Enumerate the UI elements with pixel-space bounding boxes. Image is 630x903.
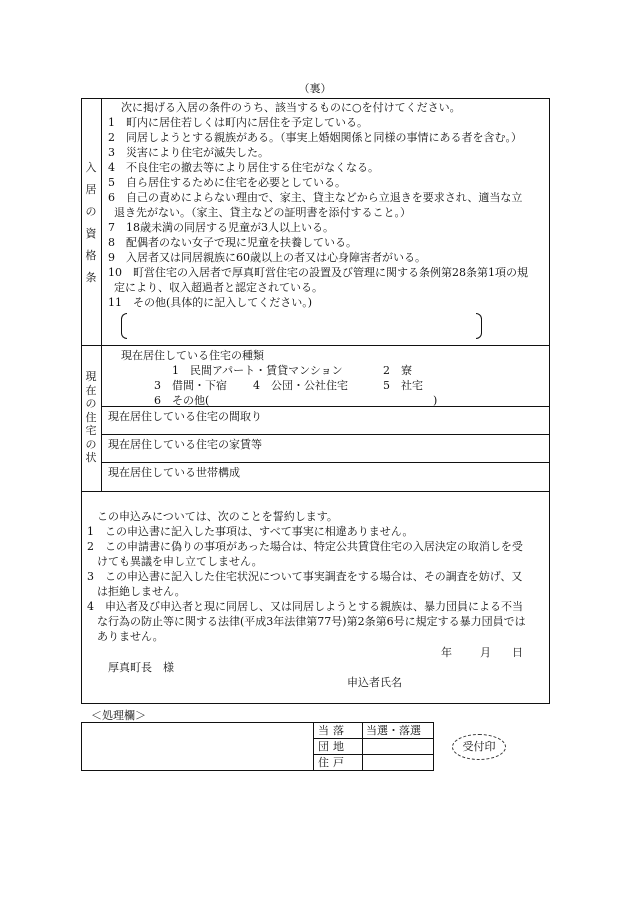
condition-5[interactable]: 5 自ら居住するために住宅を必要としている。 (108, 176, 346, 189)
other-right-bracket (476, 313, 482, 339)
condition-9[interactable]: 9 入居者又は同居親族に60歳以上の者又は心身障害者がいる。 (108, 251, 426, 264)
housing-type-5[interactable]: 5 社宅 (383, 379, 423, 392)
pledge-line: けても異議を申し立てしません。 (97, 555, 263, 568)
processing-row-label-result: 当落 (318, 724, 348, 737)
reception-stamp: 受付印 (452, 734, 506, 760)
condition-7[interactable]: 7 18歳未満の同居する児童が3人以上いる。 (108, 221, 334, 234)
condition-6-continued: 退き先がない。（家主、貸主などの証明書を添付すること。） (114, 206, 411, 219)
pledge-line: 3 この申込書に記入した住宅状況について事実調査をする場合は、その調査を妨げ、又 (87, 570, 523, 583)
floor-plan-label: 現在居住している住宅の間取り (108, 410, 262, 423)
processing-row-value-result: 当選・落選 (366, 724, 421, 737)
applicant-name-field[interactable] (405, 673, 535, 691)
housing-type-4[interactable]: 4 公団・公社住宅 (253, 379, 348, 392)
processing-row-label-unit: 住戸 (318, 756, 348, 769)
condition-2[interactable]: 2 同居しようとする親族がある。（事実上婚姻関係と同様の事情にある者を含む。） (108, 131, 522, 144)
label-column-divider (101, 98, 102, 492)
qualification-section-label: 入 居 の 資 格 条 (85, 161, 97, 284)
processing-row-value-unit[interactable] (363, 755, 433, 770)
condition-8[interactable]: 8 配偶者のない女子で現に児童を扶養している。 (108, 236, 357, 249)
housing-row-divider-2 (101, 434, 550, 435)
pledge-line: 1 この申込書に記入した事項は、すべて事実に相違ありません。 (87, 525, 414, 538)
condition-10[interactable]: 10 町営住宅の入居者で厚真町営住宅の設置及び管理に関する条例第28条第1項の規 (108, 266, 528, 279)
housing-type-3[interactable]: 3 借間・下宿 (154, 379, 227, 392)
date-day-label: 日 (512, 646, 523, 659)
housing-type-heading: 現在居住している住宅の種類 (121, 349, 264, 362)
other-close-paren: ) (433, 394, 438, 407)
housing-type-2[interactable]: 2 寮 (383, 364, 412, 377)
processing-vdivider-1 (313, 722, 314, 771)
qualification-intro: 次に掲げる入居の条件のうち、該当するものに○を付けてください。 (121, 101, 461, 114)
housing-type-6[interactable]: 6 その他( (154, 394, 210, 407)
addressee: 厚真町長 様 (108, 661, 174, 674)
condition-3[interactable]: 3 災害により住宅が滅失した。 (108, 146, 269, 159)
processing-row-label-complex: 団地 (318, 740, 348, 753)
pledge-line: 2 この申請書に偽りの事項があった場合は、特定公共賃貸住宅の入居決定の取消しを受 (87, 540, 523, 553)
date-month-label: 月 (480, 646, 491, 659)
condition-1[interactable]: 1 町内に居住若しくは町内に居住を予定している。 (108, 116, 368, 129)
condition-4[interactable]: 4 不良住宅の撤去等により居住する住宅がなくなる。 (108, 161, 379, 174)
current-housing-section-label: 現 在 の 住 宅 の 状 (85, 370, 97, 464)
condition-6[interactable]: 6 自己の責めによらない理由で、家主、貸主などから立退きを要求され、適当な立 (108, 191, 523, 204)
other-details-field[interactable] (130, 314, 476, 338)
applicant-name-label: 申込者氏名 (347, 676, 402, 689)
other-left-bracket (121, 313, 127, 339)
condition-11[interactable]: 11 その他(具体的に記入してください。) (108, 296, 313, 309)
pledge-line: ありません。 (97, 630, 164, 643)
date-year-label: 年 (441, 646, 452, 659)
section-divider-2 (81, 491, 550, 492)
page-side-label: （裏） (298, 82, 332, 95)
condition-10-continued: 定により、収入超過者と認定されている。 (114, 281, 323, 294)
pledge-intro: この申込みについては、次のことを誓約します。 (97, 510, 338, 523)
section-divider-1 (81, 345, 550, 346)
pledge-line: は拒絶しません。 (97, 585, 186, 598)
housing-row-divider-3 (101, 462, 550, 463)
pledge-line: な行為の防止等に関する法律(平成3年法律第77号)第2条第6号に規定する暴力団員では (97, 615, 526, 628)
pledge-line: 4 申込者及び申込者と現に同居し、又は同居しようとする親族は、暴力団員による不当 (87, 600, 523, 613)
processing-row-value-complex[interactable] (363, 739, 433, 754)
processing-heading: ＜処理欄＞ (91, 709, 146, 722)
housing-type-1[interactable]: 1 民間アパート・賃貸マンション (172, 364, 343, 377)
rent-label: 現在居住している住宅の家賃等 (108, 438, 262, 451)
household-label: 現在居住している世帯構成 (108, 466, 240, 479)
